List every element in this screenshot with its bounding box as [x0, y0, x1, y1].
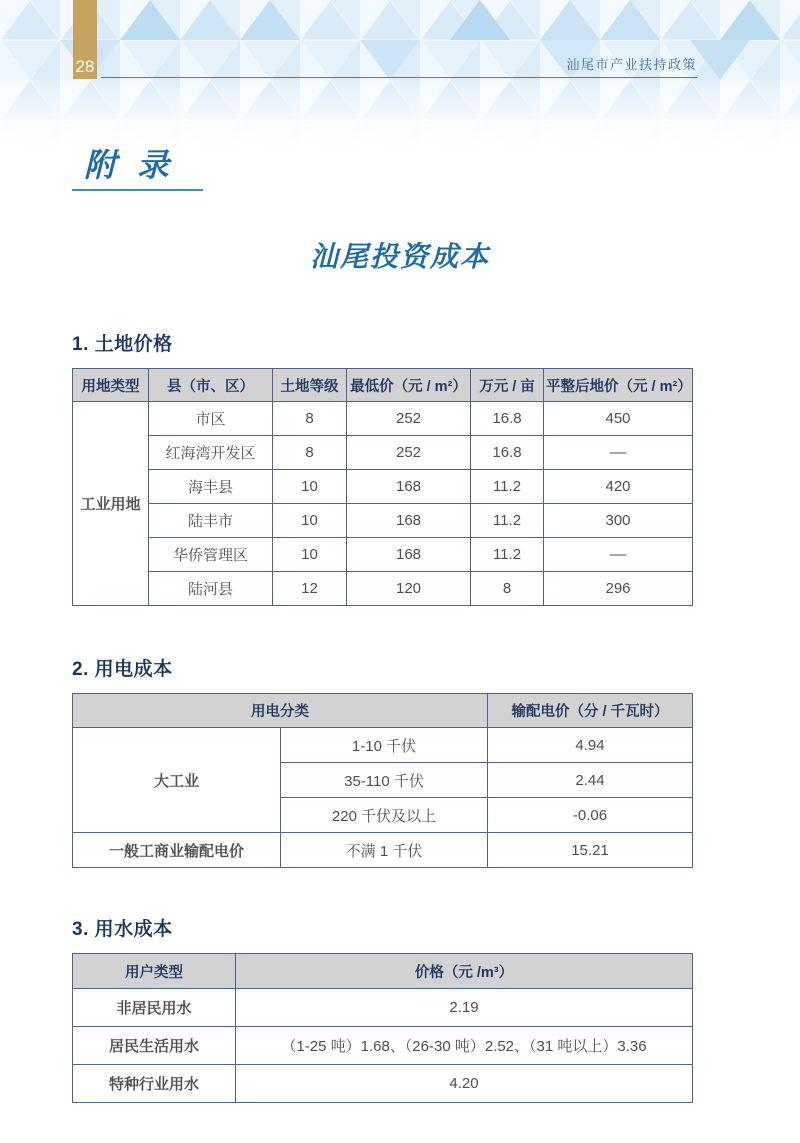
table-header-row	[73, 369, 693, 402]
table-cell: 11.2	[471, 504, 544, 538]
table-cell: 168	[347, 470, 471, 504]
table-cell: 168	[347, 504, 471, 538]
appendix-title-underline	[72, 189, 203, 191]
column-header: 用电分类	[73, 694, 488, 728]
table-cell: 11.2	[471, 470, 544, 504]
table-cell: 12	[273, 572, 347, 606]
table-cell: 168	[347, 538, 471, 572]
row-category: 一般工商业输配电价	[73, 833, 281, 868]
table-cell: 陆丰市	[149, 504, 273, 538]
table-row	[73, 1065, 693, 1103]
column-header: 最低价（元 / m²）	[347, 369, 471, 402]
table-cell: 华侨管理区	[149, 538, 273, 572]
page-number-bar	[73, 0, 97, 79]
table-row	[73, 402, 693, 436]
table-cell: 420	[544, 470, 693, 504]
table-cell: 252	[347, 436, 471, 470]
column-header: 输配电价（分 / 千瓦时）	[488, 694, 693, 728]
water-cost-table	[72, 953, 693, 1103]
table-cell: （1-25 吨）1.68、（26-30 吨）2.52、（31 吨以上）3.36	[236, 1027, 693, 1065]
row-category: 工业用地	[73, 402, 149, 606]
table-cell: 8	[273, 402, 347, 436]
table-cell: 4.20	[236, 1065, 693, 1103]
table-row	[73, 989, 693, 1027]
table-cell: ––	[544, 538, 693, 572]
section-heading-land: 1. 土地价格	[72, 334, 173, 356]
table-cell: 陆河县	[149, 572, 273, 606]
table-cell: 16.8	[471, 436, 544, 470]
page-title: 汕尾投资成本	[309, 241, 490, 273]
land-price-table	[72, 368, 693, 606]
header-doc-title: 汕尾市产业扶持政策	[566, 57, 697, 72]
table-cell: 450	[544, 402, 693, 436]
table-row	[73, 572, 693, 606]
table-row	[73, 436, 693, 470]
table-cell: 红海湾开发区	[149, 436, 273, 470]
table-cell: 海丰县	[149, 470, 273, 504]
table-cell: 16.8	[471, 402, 544, 436]
table-cell: 4.94	[488, 728, 693, 763]
table-cell: 2.19	[236, 989, 693, 1027]
table-cell: -0.06	[488, 798, 693, 833]
section-heading-electricity: 2. 用电成本	[72, 659, 173, 681]
section-heading-water: 3. 用水成本	[72, 919, 173, 941]
column-header: 用户类型	[73, 954, 236, 989]
table-cell: 不满 1 千伏	[281, 833, 488, 868]
row-category: 居民生活用水	[73, 1027, 236, 1065]
table-row	[73, 1027, 693, 1065]
table-cell: 252	[347, 402, 471, 436]
table-row	[73, 470, 693, 504]
table-cell: 300	[544, 504, 693, 538]
table-cell: 10	[273, 538, 347, 572]
table-cell: 296	[544, 572, 693, 606]
table-cell: 8	[471, 572, 544, 606]
row-category: 大工业	[73, 728, 281, 833]
table-cell: 10	[273, 504, 347, 538]
table-cell: ––	[544, 436, 693, 470]
column-header: 土地等级	[273, 369, 347, 402]
table-cell: 10	[273, 470, 347, 504]
electricity-cost-table	[72, 693, 693, 868]
table-cell: 1-10 千伏	[281, 728, 488, 763]
table-cell: 120	[347, 572, 471, 606]
table-header-row	[73, 694, 693, 728]
column-header: 万元 / 亩	[471, 369, 544, 402]
header-rule	[101, 77, 697, 78]
table-row	[73, 538, 693, 572]
table-cell: 15.21	[488, 833, 693, 868]
table-cell: 11.2	[471, 538, 544, 572]
table-cell: 35-110 千伏	[281, 763, 488, 798]
page-number: 28	[75, 57, 95, 76]
column-header: 价格（元 /m³）	[236, 954, 693, 989]
row-category: 非居民用水	[73, 989, 236, 1027]
table-header-row	[73, 954, 693, 989]
table-cell: 220 千伏及以上	[281, 798, 488, 833]
table-cell: 8	[273, 436, 347, 470]
column-header: 平整后地价（元 / m²）	[544, 369, 693, 402]
table-row	[73, 728, 693, 763]
table-cell: 2.44	[488, 763, 693, 798]
table-row	[73, 504, 693, 538]
column-header: 县（市、区）	[149, 369, 273, 402]
appendix-title: 附 录	[84, 147, 175, 183]
column-header: 用地类型	[73, 369, 149, 402]
table-cell: 市区	[149, 402, 273, 436]
row-category: 特种行业用水	[73, 1065, 236, 1103]
table-row	[73, 833, 693, 868]
